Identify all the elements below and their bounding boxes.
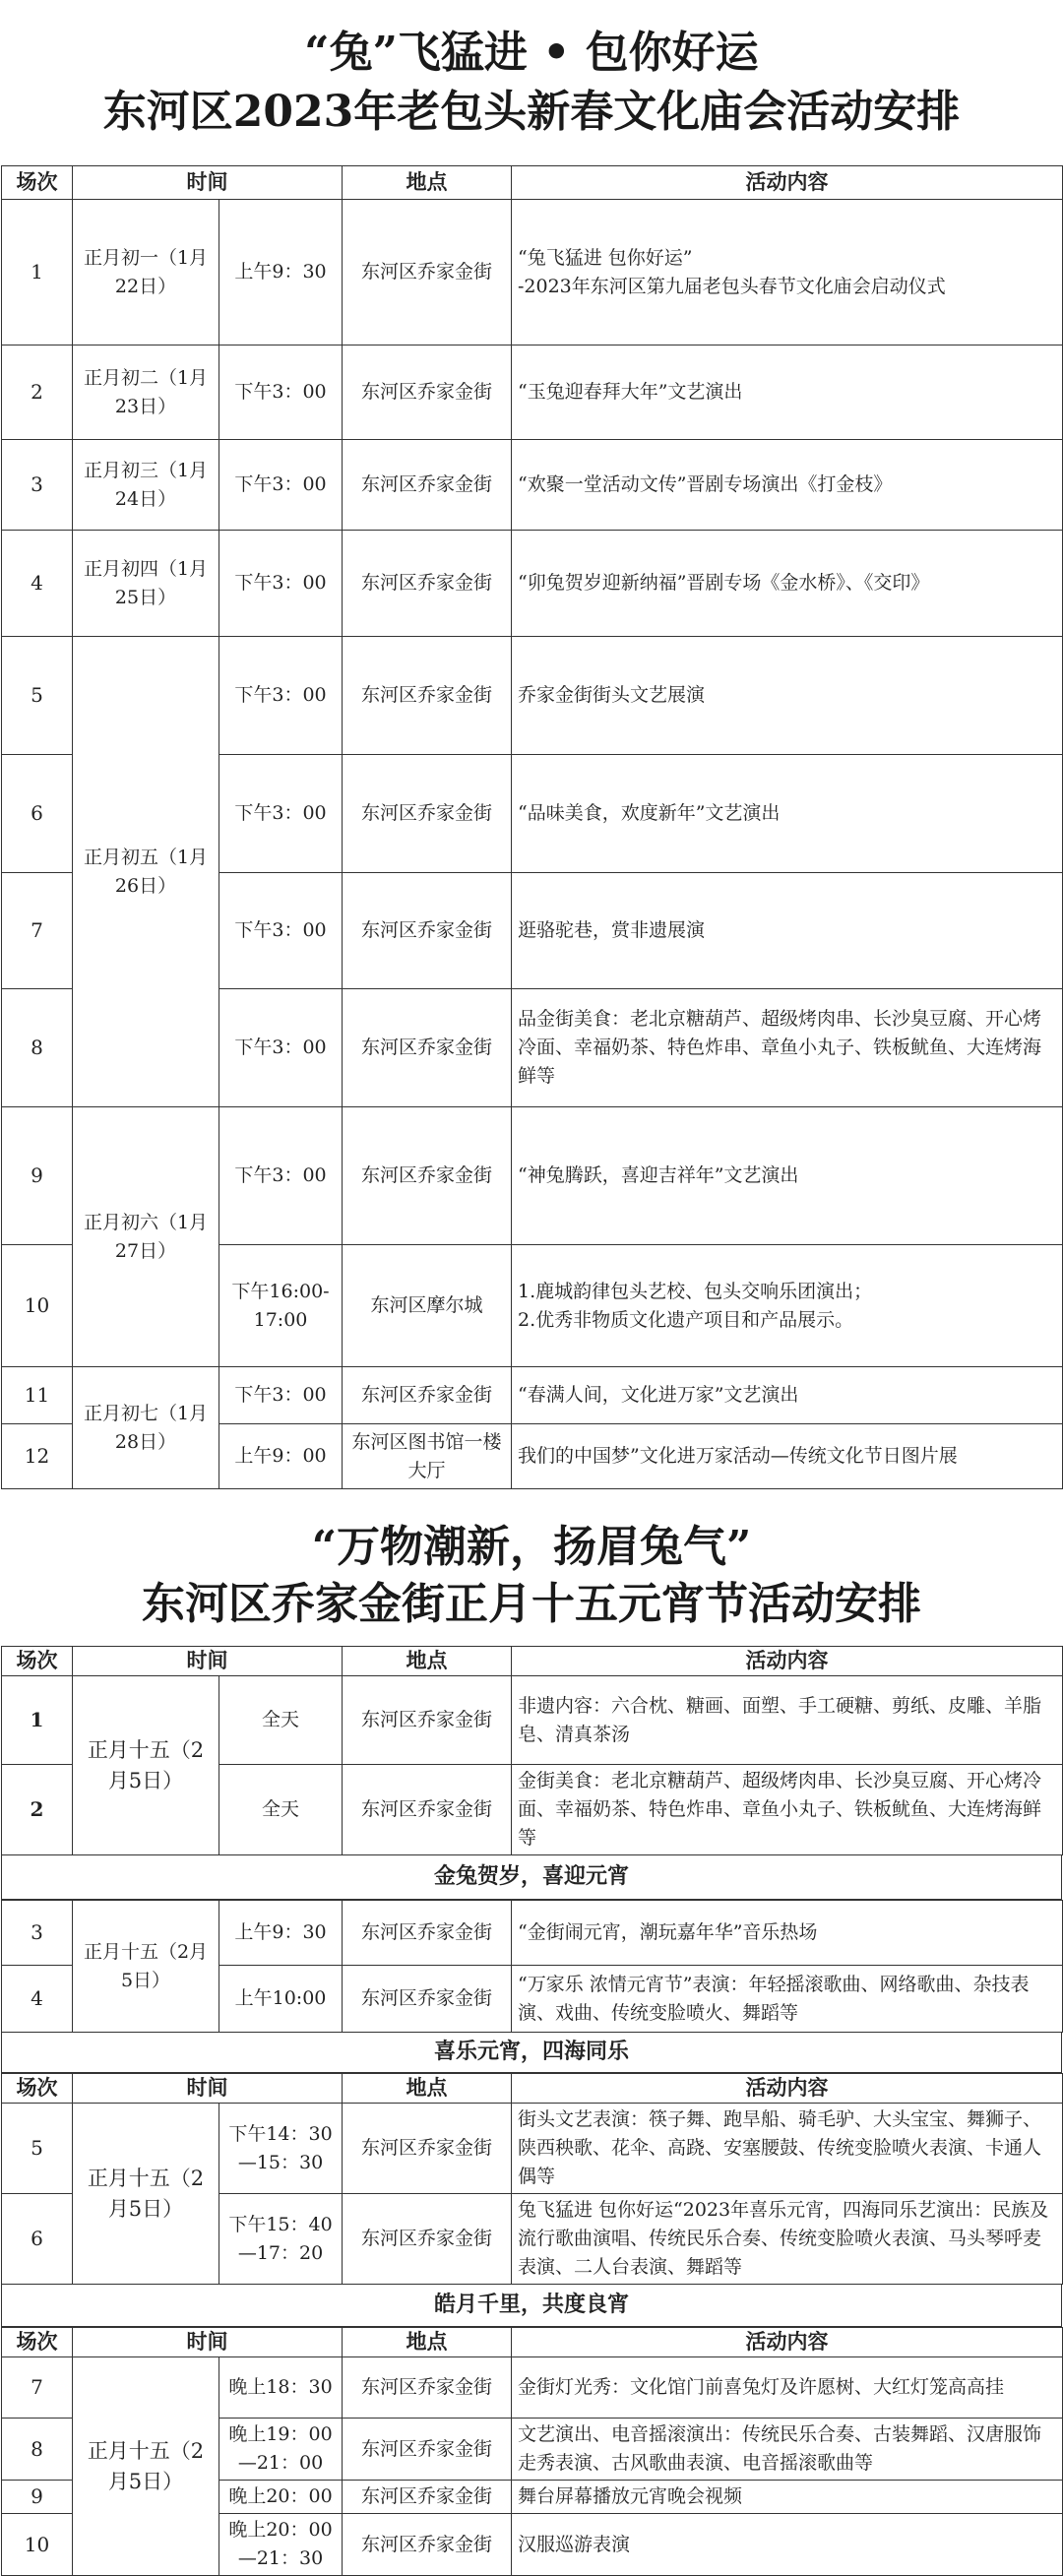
table-header-row	[2, 166, 1063, 200]
row-no: 2	[2, 346, 73, 440]
row-place: 东河区乔家金街	[343, 1765, 512, 1855]
table-row	[2, 1901, 1063, 1966]
table-header-row	[2, 1647, 1063, 1676]
row-date: 正月十五（2月5日）	[73, 1676, 219, 1855]
row-place: 东河区乔家金街	[343, 989, 512, 1107]
row-time: 下午3：00	[219, 1367, 343, 1424]
row-no: 4	[2, 1966, 73, 2033]
row-date: 正月初二（1月23日）	[73, 346, 219, 440]
row-content: “玉兔迎春拜大年”文艺演出	[512, 346, 1063, 440]
row-content: 我们的中国梦”文化进万家活动—传统文化节日图片展	[512, 1424, 1063, 1489]
row-content: “春满人间，文化进万家”文艺演出	[512, 1367, 1063, 1424]
row-time: 下午3：00	[219, 1107, 343, 1245]
table-header-row	[2, 2328, 1063, 2357]
row-content: “金街闹元宵，潮玩嘉年华”音乐热场	[512, 1901, 1063, 1966]
row-date: 正月初五（1月26日）	[73, 637, 219, 1107]
row-place: 东河区乔家金街	[343, 1107, 512, 1245]
sub-banner-1: 金兔贺岁，喜迎元宵	[1, 1855, 1062, 1900]
row-content: “兔飞猛进 包你好运” -2023年东河区第九届老包头春节文化庙会启动仪式	[512, 200, 1063, 346]
header-time: 时间	[73, 2074, 343, 2104]
row-time: 晚上19：00—21：00	[219, 2419, 343, 2481]
row-content: “神兔腾跃，喜迎吉祥年”文艺演出	[512, 1107, 1063, 1245]
row-content: “万家乐 浓情元宵节”表演：年轻摇滚歌曲、网络歌曲、杂技表演、戏曲、传统变脸喷火、舞蹈等	[512, 1966, 1063, 2033]
row-time: 晚上20：00	[219, 2481, 343, 2514]
header-content: 活动内容	[512, 2328, 1063, 2357]
row-time: 全天	[219, 1676, 343, 1765]
row-place: 东河区乔家金街	[343, 440, 512, 531]
row-no: 10	[2, 2514, 73, 2576]
row-place: 东河区乔家金街	[343, 2481, 512, 2514]
row-time: 晚上20：00—21：30	[219, 2514, 343, 2576]
table-row	[2, 2104, 1063, 2194]
row-place: 东河区乔家金街	[343, 2514, 512, 2576]
row-no: 10	[2, 1245, 73, 1367]
row-content: 文艺演出、电音摇滚演出：传统民乐合奏、古装舞蹈、汉唐服饰走秀表演、古风歌曲表演、电音摇滚歌曲等	[512, 2419, 1063, 2481]
row-time: 下午16:00-17:00	[219, 1245, 343, 1367]
sub-banner-3: 皓月千里，共度良宵	[1, 2285, 1062, 2327]
header-place: 地点	[343, 166, 512, 200]
header-time: 时间	[73, 166, 343, 200]
schedule-table-2a	[1, 1646, 1063, 1855]
row-date: 正月十五（2月5日）	[73, 2104, 219, 2285]
header-place: 地点	[343, 1647, 512, 1676]
section1-title-line1: “兔”飞猛进 • 包你好运	[304, 28, 759, 78]
row-place: 东河区乔家金街	[343, 346, 512, 440]
row-no: 9	[2, 1107, 73, 1245]
row-no: 12	[2, 1424, 73, 1489]
row-place: 东河区乔家金街	[343, 1676, 512, 1765]
row-content: 金街美食：老北京糖葫芦、超级烤肉串、长沙臭豆腐、开心烤冷面、幸福奶茶、特色炸串、章鱼小丸子、铁板鱿鱼、大连烤海鲜等	[512, 1765, 1063, 1855]
table-row	[2, 531, 1063, 637]
table-row	[2, 440, 1063, 531]
row-no: 8	[2, 989, 73, 1107]
row-time: 下午3：00	[219, 637, 343, 755]
header-no: 场次	[2, 2328, 73, 2357]
row-content: 街头文艺表演：筷子舞、跑旱船、骑毛驴、大头宝宝、舞狮子、陕西秧歌、花伞、高跷、安塞腰鼓、传统变脸喷火表演、卡通人偶等	[512, 2104, 1063, 2194]
row-time: 下午15：40—17：20	[219, 2194, 343, 2285]
row-no: 7	[2, 873, 73, 989]
row-time: 下午3：00	[219, 440, 343, 531]
row-no: 7	[2, 2357, 73, 2419]
row-no: 9	[2, 2481, 73, 2514]
row-no: 6	[2, 755, 73, 873]
header-no: 场次	[2, 1647, 73, 1676]
row-place: 东河区乔家金街	[343, 2419, 512, 2481]
row-no: 3	[2, 1901, 73, 1966]
section1-title-line2: 东河区2023年老包头新春文化庙会活动安排	[102, 87, 961, 137]
row-no: 5	[2, 637, 73, 755]
schedule-table-1	[1, 165, 1063, 1489]
row-no: 6	[2, 2194, 73, 2285]
row-no: 1	[2, 200, 73, 346]
table-row	[2, 2357, 1063, 2419]
row-content: 舞台屏幕播放元宵晚会视频	[512, 2481, 1063, 2514]
row-date: 正月十五（2月5日）	[73, 2357, 219, 2576]
row-content: 非遗内容：六合枕、糖画、面塑、手工硬糖、剪纸、皮雕、羊脂皂、清真茶汤	[512, 1676, 1063, 1765]
row-place: 东河区乔家金街	[343, 2357, 512, 2419]
row-no: 3	[2, 440, 73, 531]
row-date: 正月初七（1月28日）	[73, 1367, 219, 1489]
row-no: 4	[2, 531, 73, 637]
header-no: 场次	[2, 2074, 73, 2104]
table-row	[2, 1107, 1063, 1245]
row-content: 汉服巡游表演	[512, 2514, 1063, 2576]
row-time: 下午3：00	[219, 873, 343, 989]
row-place: 东河区乔家金街	[343, 1367, 512, 1424]
row-place: 东河区乔家金街	[343, 1901, 512, 1966]
row-place: 东河区乔家金街	[343, 2104, 512, 2194]
table-row	[2, 1676, 1063, 1765]
row-place: 东河区乔家金街	[343, 637, 512, 755]
sub-banner-2: 喜乐元宵，四海同乐	[1, 2033, 1062, 2073]
table-row	[2, 637, 1063, 755]
row-place: 东河区乔家金街	[343, 2194, 512, 2285]
row-place: 东河区乔家金街	[343, 755, 512, 873]
row-time: 上午9：30	[219, 1901, 343, 1966]
row-content: 品金街美食：老北京糖葫芦、超级烤肉串、长沙臭豆腐、开心烤冷面、幸福奶茶、特色炸串、章鱼小丸子、铁板鱿鱼、大连烤海鲜等	[512, 989, 1063, 1107]
row-date: 正月初六（1月27日）	[73, 1107, 219, 1367]
row-content: 乔家金街街头文艺展演	[512, 637, 1063, 755]
row-time: 下午3：00	[219, 755, 343, 873]
table-row	[2, 200, 1063, 346]
schedule-table-2d	[1, 2327, 1063, 2576]
row-place: 东河区乔家金街	[343, 531, 512, 637]
row-date: 正月初一（1月22日）	[73, 200, 219, 346]
row-time: 上午9：30	[219, 200, 343, 346]
table-row	[2, 346, 1063, 440]
row-time: 下午3：00	[219, 531, 343, 637]
row-content: “卯兔贺岁迎新纳福”晋剧专场《金水桥》、《交印》	[512, 531, 1063, 637]
row-no: 11	[2, 1367, 73, 1424]
header-time: 时间	[73, 1647, 343, 1676]
row-content: 1.鹿城韵律包头艺校、包头交响乐团演出； 2.优秀非物质文化遗产项目和产品展示。	[512, 1245, 1063, 1367]
row-place: 东河区摩尔城	[343, 1245, 512, 1367]
row-content: “欢聚一堂活动文传”晋剧专场演出《打金枝》	[512, 440, 1063, 531]
row-place: 东河区乔家金街	[343, 1966, 512, 2033]
schedule-table-2b	[1, 1900, 1063, 2033]
row-content: 兔飞猛进 包你好运“2023年喜乐元宵，四海同乐艺演出：民族及流行歌曲演唱、传统民乐合奏、传统变脸喷火表演、马头琴呼麦表演、二人台表演、舞蹈等	[512, 2194, 1063, 2285]
row-no: 5	[2, 2104, 73, 2194]
row-time: 下午14：30—15：30	[219, 2104, 343, 2194]
header-content: 活动内容	[512, 1647, 1063, 1676]
row-time: 上午10:00	[219, 1966, 343, 2033]
row-place: 东河区乔家金街	[343, 200, 512, 346]
header-content: 活动内容	[512, 166, 1063, 200]
row-no: 2	[2, 1765, 73, 1855]
row-content: “品味美食，欢度新年”文艺演出	[512, 755, 1063, 873]
row-time: 下午3：00	[219, 346, 343, 440]
header-no: 场次	[2, 166, 73, 200]
row-content: 金街灯光秀：文化馆门前喜兔灯及许愿树、大红灯笼高高挂	[512, 2357, 1063, 2419]
row-content: 逛骆驼巷，赏非遗展演	[512, 873, 1063, 989]
section2-title-line2: 东河区乔家金街正月十五元宵节活动安排	[142, 1579, 921, 1629]
row-date: 正月初四（1月25日）	[73, 531, 219, 637]
row-no: 1	[2, 1676, 73, 1765]
row-time: 晚上18：30	[219, 2357, 343, 2419]
row-time: 下午3：00	[219, 989, 343, 1107]
table-row	[2, 1367, 1063, 1424]
row-no: 8	[2, 2419, 73, 2481]
table-header-row	[2, 2074, 1063, 2104]
row-date: 正月十五（2月5日）	[73, 1901, 219, 2033]
header-content: 活动内容	[512, 2074, 1063, 2104]
row-place: 东河区乔家金街	[343, 873, 512, 989]
row-place: 东河区图书馆一楼大厅	[343, 1424, 512, 1489]
header-place: 地点	[343, 2328, 512, 2357]
header-place: 地点	[343, 2074, 512, 2104]
schedule-table-2c	[1, 2073, 1063, 2285]
section2-title-line1: “万物潮新，扬眉兔气”	[311, 1522, 752, 1572]
header-time: 时间	[73, 2328, 343, 2357]
lantern-schedule	[0, 1646, 1063, 2576]
row-time: 全天	[219, 1765, 343, 1855]
row-date: 正月初三（1月24日）	[73, 440, 219, 531]
row-time: 上午9：00	[219, 1424, 343, 1489]
